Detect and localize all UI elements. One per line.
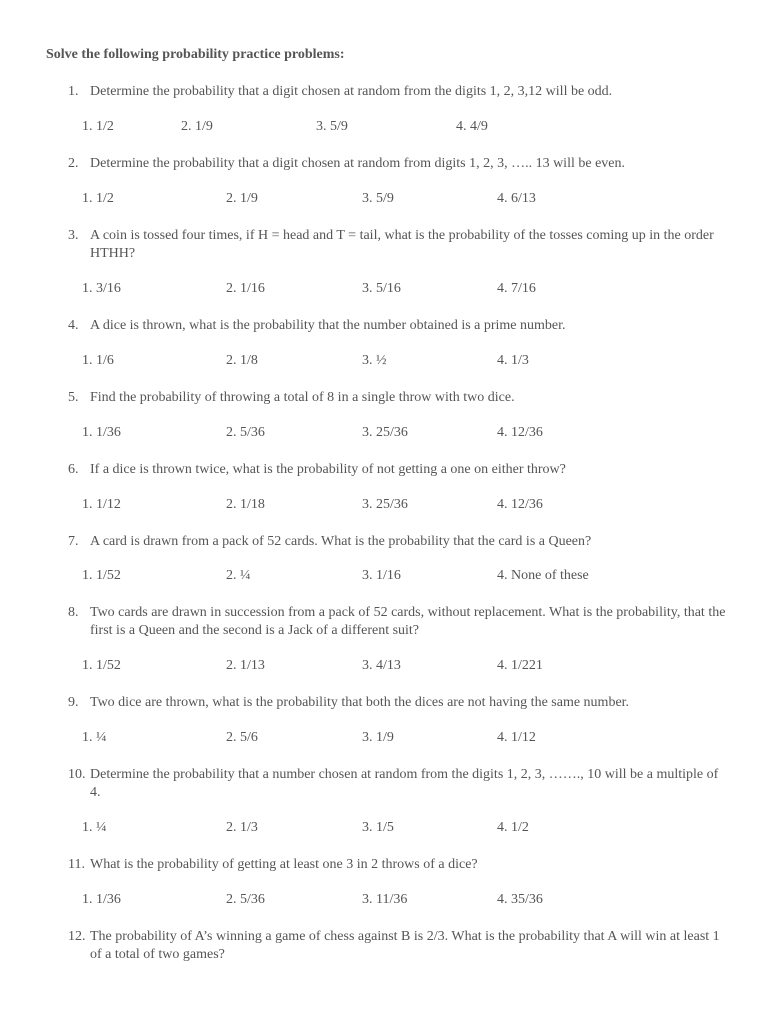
answer-option: 1. ¼ [82,730,107,745]
answer-options [0,568,700,586]
question-number: 1. [68,84,79,99]
answer-options [0,119,700,137]
answer-options [0,820,700,838]
question-text: Determine the probability that a digit chosen at random from the digits 1, 2, 3,12 will be odd. [90,84,613,99]
answer-option: 2. 5/36 [226,425,265,440]
question-10 [68,766,728,802]
answer-option: 2. 1/16 [226,281,265,296]
answer-option: 4. None of these [497,568,589,583]
answer-options [0,730,700,748]
answer-options [0,892,700,910]
question-number: 6. [68,462,79,477]
answer-options [0,191,700,209]
answer-options [0,353,700,371]
answer-option: 1. ¼ [82,820,107,835]
question-text: Two cards are drawn in succession from a pack of 52 cards, without replacement. What is the probability, that the first is a Queen and the second is a Jack of a different suit? [90,605,726,638]
answer-option: 1. 1/52 [82,658,121,673]
question-6 [68,461,728,479]
answer-option: 3. 25/36 [362,425,408,440]
answer-option: 3. ½ [362,353,387,368]
question-text: A card is drawn from a pack of 52 cards. What is the probability that the card is a Queen? [90,534,592,549]
answer-option: 1. 3/16 [82,281,121,296]
question-text: If a dice is thrown twice, what is the probability of not getting a one on either throw? [90,462,566,477]
question-number: 8. [68,605,79,620]
answer-option: 3. 1/16 [362,568,401,583]
answer-option: 3. 5/16 [362,281,401,296]
answer-option: 4. 12/36 [497,425,543,440]
question-number: 5. [68,390,79,405]
question-text: What is the probability of getting at least one 3 in 2 throws of a dice? [90,857,478,872]
answer-option: 2. 1/18 [226,497,265,512]
answer-option: 1. 1/52 [82,568,121,583]
answer-option: 3. 5/9 [316,119,348,134]
answer-option: 1. 1/36 [82,425,121,440]
answer-options [0,281,700,299]
question-2 [68,155,728,173]
answer-option: 3. 1/9 [362,730,394,745]
question-number: 10. [68,767,86,782]
answer-option: 2. 5/6 [226,730,258,745]
question-11 [68,856,728,874]
question-8 [68,604,728,640]
question-1 [68,83,728,101]
question-number: 11. [68,857,85,872]
question-4 [68,317,728,335]
answer-option: 3. 5/9 [362,191,394,206]
question-number: 12. [68,929,86,944]
question-3 [68,227,728,263]
question-text: A dice is thrown, what is the probability that the number obtained is a prime number. [90,318,566,333]
answer-option: 2. 5/36 [226,892,265,907]
answer-option: 4. 1/2 [497,820,529,835]
page-title: Solve the following probability practice problems: [46,47,345,62]
answer-option: 3. 25/36 [362,497,408,512]
answer-option: 1. 1/2 [82,119,114,134]
answer-option: 4. 1/221 [497,658,543,673]
answer-option: 2. 1/13 [226,658,265,673]
answer-options [0,658,700,676]
question-9 [68,694,728,712]
answer-option: 2. 1/8 [226,353,258,368]
question-number: 2. [68,156,79,171]
question-text: The probability of A’s winning a game of chess against B is 2/3. What is the probability that A will win at least 1 of a total of two games? [90,929,720,962]
question-number: 3. [68,228,79,243]
question-7 [68,533,728,551]
answer-option: 4. 35/36 [497,892,543,907]
answer-option: 4. 6/13 [497,191,536,206]
answer-option: 2. 1/9 [181,119,213,134]
question-text: Find the probability of throwing a total of 8 in a single throw with two dice. [90,390,515,405]
question-number: 9. [68,695,79,710]
answer-option: 2. 1/3 [226,820,258,835]
answer-option: 3. 11/36 [362,892,408,907]
question-text: A coin is tossed four times, if H = head and T = tail, what is the probability of the tosses coming up in the order HTHH? [90,228,714,261]
answer-option: 4. 1/12 [497,730,536,745]
answer-options [0,497,700,515]
question-5 [68,389,728,407]
answer-option: 1. 1/12 [82,497,121,512]
answer-option: 3. 4/13 [362,658,401,673]
answer-option: 4. 4/9 [456,119,488,134]
answer-option: 2. ¼ [226,568,251,583]
question-number: 4. [68,318,79,333]
answer-option: 1. 1/2 [82,191,114,206]
question-12 [68,928,728,964]
answer-option: 4. 12/36 [497,497,543,512]
question-text: Determine the probability that a number chosen at random from the digits 1, 2, 3, ……., 10 will be a multiple of 4. [90,767,719,800]
question-text: Two dice are thrown, what is the probability that both the dices are not having the same number. [90,695,630,710]
answer-option: 4. 7/16 [497,281,536,296]
answer-option: 4. 1/3 [497,353,529,368]
question-number: 7. [68,534,79,549]
answer-option: 1. 1/6 [82,353,114,368]
answer-option: 2. 1/9 [226,191,258,206]
answer-option: 1. 1/36 [82,892,121,907]
question-text: Determine the probability that a digit chosen at random from digits 1, 2, 3, ….. 13 will be even. [90,156,625,171]
answer-option: 3. 1/5 [362,820,394,835]
answer-options [0,425,700,443]
